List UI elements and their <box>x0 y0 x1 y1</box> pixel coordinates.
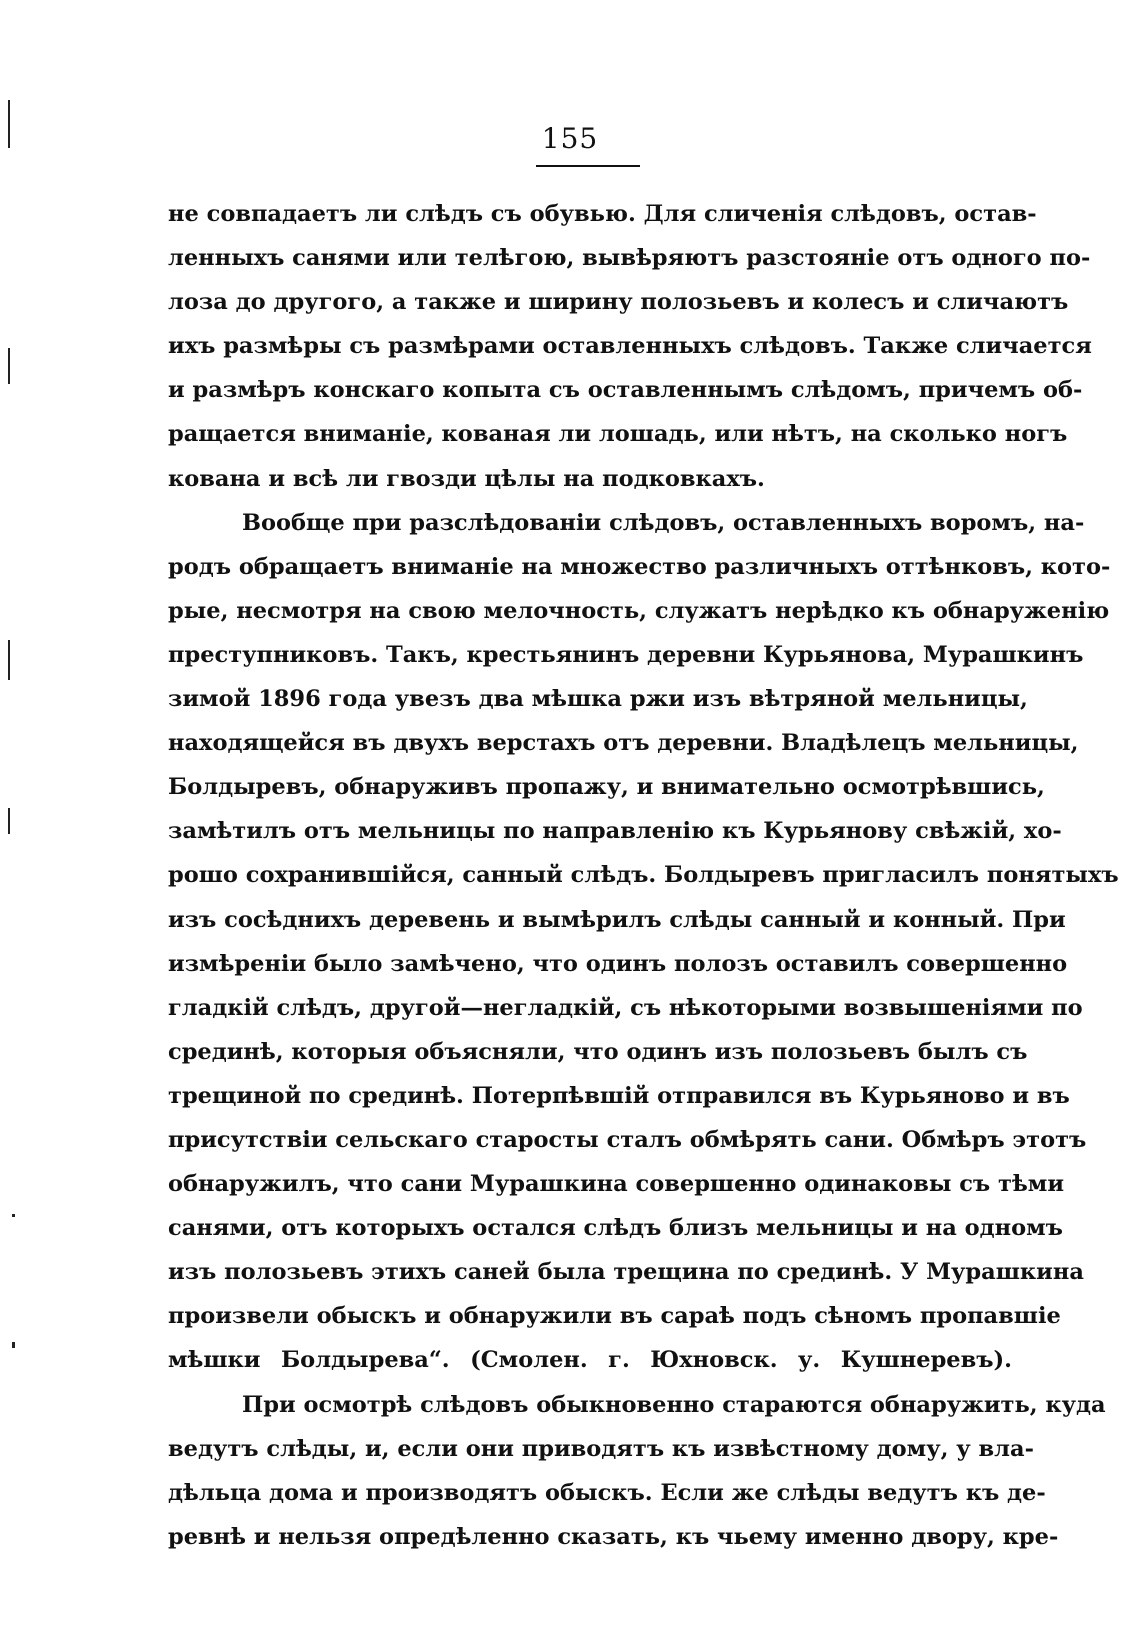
paragraph-first-line: При осмотрѣ слѣдовъ обыкновенно стараются обнаружить, куда <box>242 1391 1106 1418</box>
text-line: ихъ размѣры съ размѣрами оставленныхъ слѣдовъ. Также сличается <box>168 333 1092 360</box>
scan-margin-mark <box>12 1214 15 1217</box>
text-line: и размѣръ конскаго копыта съ оставленнымъ слѣдомъ, причемъ об- <box>168 377 1083 404</box>
text-line: изъ полозьевъ этихъ саней была трещина по срединѣ. У Мурашкина <box>168 1259 1084 1286</box>
scan-margin-mark <box>8 100 10 148</box>
text-line: ращается вниманіе, кованая ли лошадь, или нѣтъ, на сколько ногъ <box>168 421 1068 448</box>
text-line: рые, несмотря на свою мелочность, служатъ нерѣдко къ обнаруженію <box>168 597 1110 624</box>
text-line: срединѣ, которыя объясняли, что одинъ изъ полозьевъ былъ съ <box>168 1038 1028 1065</box>
text-line: Болдыревъ, обнаруживъ пропажу, и внимательно осмотрѣвшись, <box>168 774 1045 801</box>
page-number: 155 <box>541 122 599 155</box>
text-line: произвели обыскъ и обнаружили въ сараѣ подъ сѣномъ пропавшіе <box>168 1303 1061 1330</box>
text-line: не совпадаетъ ли слѣдъ съ обувью. Для сличенія слѣдовъ, остав- <box>168 201 1037 227</box>
text-line: лоза до другого, а также и ширину полозьевъ и колесъ и сличаютъ <box>168 289 1069 316</box>
text-line: ревнѣ и нельзя опредѣленно сказать, къ чьему именно двору, кре- <box>168 1523 1059 1550</box>
text-line: кована и всѣ ли гвозди цѣлы на подковкахъ. <box>168 465 765 492</box>
text-line: преступниковъ. Такъ, крестьянинъ деревни Курьянова, Мурашкинъ <box>168 641 1084 668</box>
text-line: родъ обращаетъ вниманіе на множество различныхъ оттѣнковъ, кото- <box>168 553 1111 580</box>
text-line: дѣльца дома и производятъ обыскъ. Если же слѣды ведутъ къ де- <box>168 1479 1046 1506</box>
text-line: трещиной по срединѣ. Потерпѣвшій отправился въ Курьяново и въ <box>168 1082 1070 1109</box>
text-line: рошо сохранившійся, санный слѣдъ. Болдыревъ пригласилъ понятыхъ <box>168 862 1119 889</box>
text-line: обнаружилъ, что сани Мурашкина совершенно одинаковы съ тѣми <box>168 1171 1065 1198</box>
scan-margin-mark <box>8 348 10 384</box>
scan-margin-mark <box>8 640 10 680</box>
page-body-text <box>168 192 1119 1559</box>
paragraph-first-line: Вообще при разслѣдованіи слѣдовъ, оставленныхъ воромъ, на- <box>242 509 1085 536</box>
text-line: присутствіи сельскаго старосты сталъ обмѣрять сани. Обмѣръ этотъ <box>168 1126 1087 1153</box>
text-line: гладкій слѣдъ, другой—негладкій, съ нѣкоторыми возвышеніями по <box>168 994 1083 1021</box>
text-line: ведутъ слѣды, и, если они приводятъ къ извѣстному дому, у вла- <box>168 1435 1034 1462</box>
page-number-rule <box>536 165 640 167</box>
text-line: замѣтилъ отъ мельницы по направленію къ Курьянову свѣжій, хо- <box>168 818 1062 845</box>
scan-margin-mark <box>12 1342 15 1348</box>
text-line: мѣшки Болдырева“. (Смолен. г. Юхновск. у. Кушнеревъ). <box>168 1347 1012 1374</box>
text-line: санями, отъ которыхъ остался слѣдъ близъ мельницы и на одномъ <box>168 1215 1063 1242</box>
scan-margin-mark <box>8 808 10 834</box>
text-line: находящейся въ двухъ верстахъ отъ деревни. Владѣлецъ мельницы, <box>168 730 1079 757</box>
text-line: ленныхъ санями или телѣгою, вывѣряютъ разстояніе отъ одного по- <box>168 245 1091 272</box>
text-line: измѣреніи было замѣчено, что одинъ полозъ оставилъ совершенно <box>168 950 1068 977</box>
text-line: изъ сосѣднихъ деревень и вымѣрилъ слѣды санный и конный. При <box>168 906 1066 933</box>
text-line: зимой 1896 года увезъ два мѣшка ржи изъ вѣтряной мельницы, <box>168 686 1028 713</box>
